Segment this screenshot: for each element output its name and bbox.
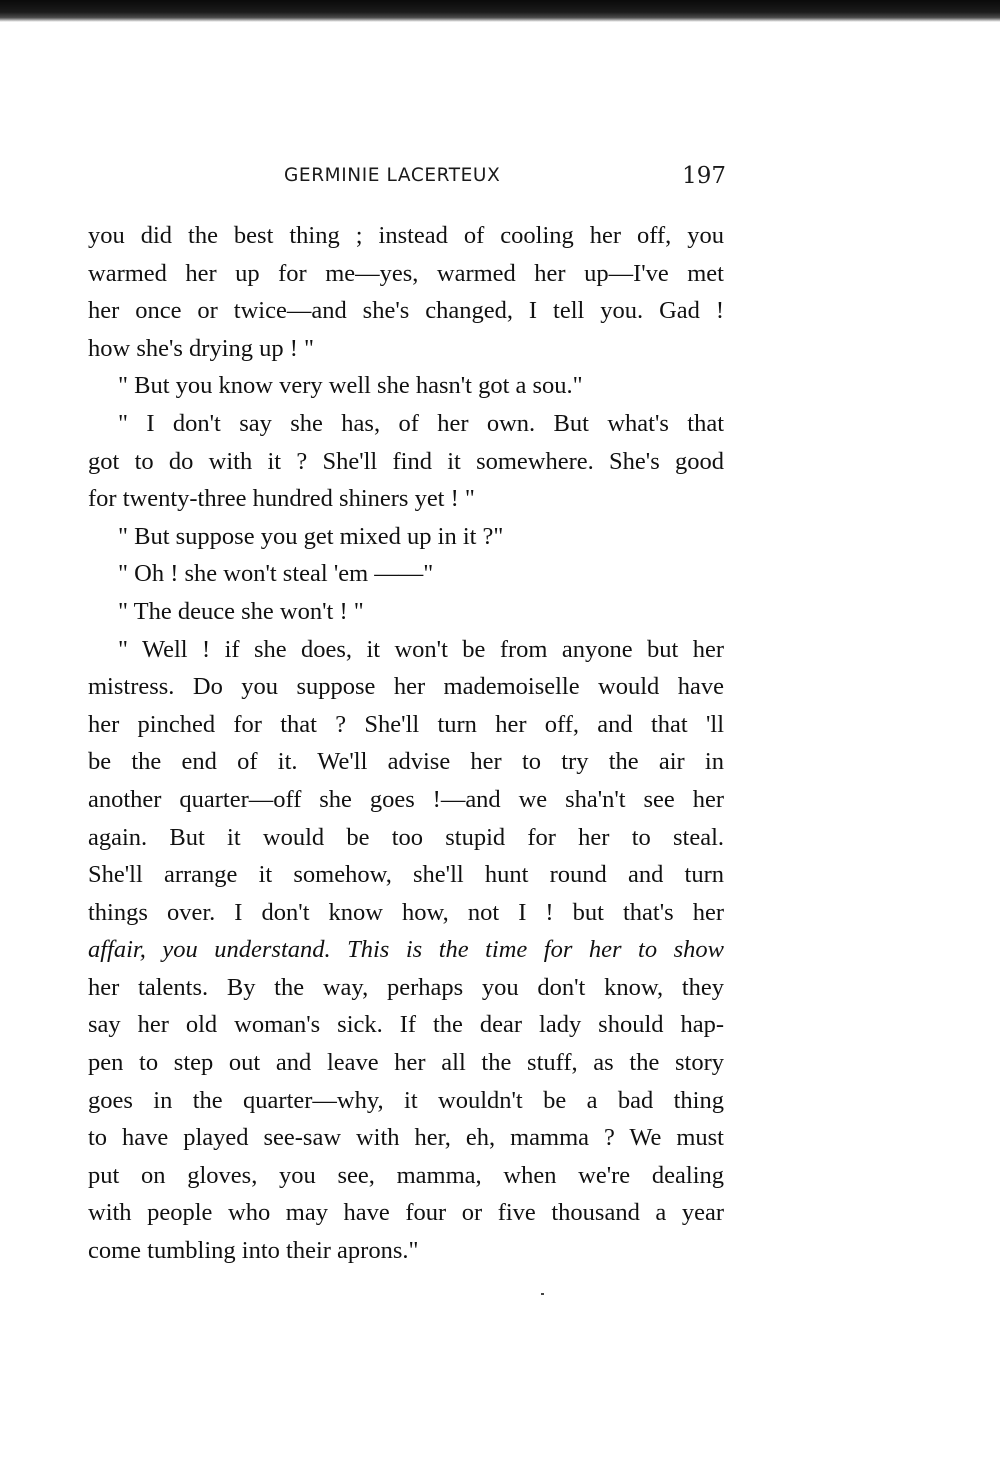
paragraph: [88, 367, 724, 405]
text-line: again. But it would be too stupid for her to steal.: [88, 823, 724, 851]
text-line: She'll arrange it somehow, she'll hunt round and turn: [88, 861, 724, 889]
text-line: her talents. By the way, perhaps you don't know, they: [88, 973, 724, 1001]
text-line: you did the best thing ; instead of cooling her off, you: [88, 222, 724, 249]
paragraph: [88, 593, 724, 631]
page-number: 197: [682, 163, 726, 189]
text-line: say her old woman's sick. If the dear lady should hap-: [88, 1011, 724, 1039]
text-line: with people who may have four or five thousand a year: [88, 1199, 724, 1227]
text-line: " The deuce she won't ! ": [118, 597, 364, 625]
text-line: how she's drying up ! ": [88, 334, 315, 362]
text-line: for twenty-three hundred shiners yet ! ": [88, 485, 475, 513]
text-line: things over. I don't know how, not I ! but that's her: [88, 898, 724, 926]
scan-top-edge: [0, 0, 1000, 22]
text-line: " But suppose you get mixed up in it ?": [118, 522, 504, 550]
text-line: her once or twice—and she's changed, I tell you. Gad !: [88, 297, 724, 325]
paragraph: [88, 405, 724, 518]
running-head: GERMINIE LACERTEUX: [284, 165, 501, 186]
text-line: goes in the quarter—why, it wouldn't be a bad thing: [88, 1086, 724, 1114]
paragraph: [88, 631, 724, 1270]
paragraph: [88, 217, 724, 367]
text-line: " Oh ! she won't steal 'em ——": [118, 560, 434, 588]
text-line: be the end of it. We'll advise her to try the air in: [88, 748, 724, 776]
text-line: come tumbling into their aprons.": [88, 1237, 419, 1265]
text-line: " Well ! if she does, it won't be from anyone but her: [118, 635, 724, 663]
text-line: mistress. Do you suppose her mademoiselle would have: [88, 673, 724, 701]
text-line: another quarter—off she goes !—and we sha'n't see her: [88, 785, 724, 813]
text-line: to have played see-saw with her, eh, mamma ? We must: [88, 1124, 724, 1152]
text-line: put on gloves, you see, mamma, when we're dealing: [88, 1161, 724, 1189]
text-line: affair, you understand. This is the time for her to show: [88, 936, 724, 964]
text-line: got to do with it ? She'll find it somewhere. She's good: [88, 447, 724, 475]
text-line: her pinched for that ? She'll turn her off, and that 'll: [88, 710, 724, 738]
text-line: " But you know very well she hasn't got a sou.": [118, 372, 583, 400]
paragraph: [88, 518, 724, 556]
scan-speck: [541, 1293, 544, 1295]
text-line: warmed her up for me—yes, warmed her up—I've met: [88, 259, 724, 287]
paragraph: [88, 555, 724, 593]
body-text: [88, 217, 724, 1270]
page-header: [88, 165, 726, 201]
text-line: pen to step out and leave her all the stuff, as the story: [88, 1049, 724, 1077]
text-line: " I don't say she has, of her own. But what's that: [118, 409, 724, 437]
